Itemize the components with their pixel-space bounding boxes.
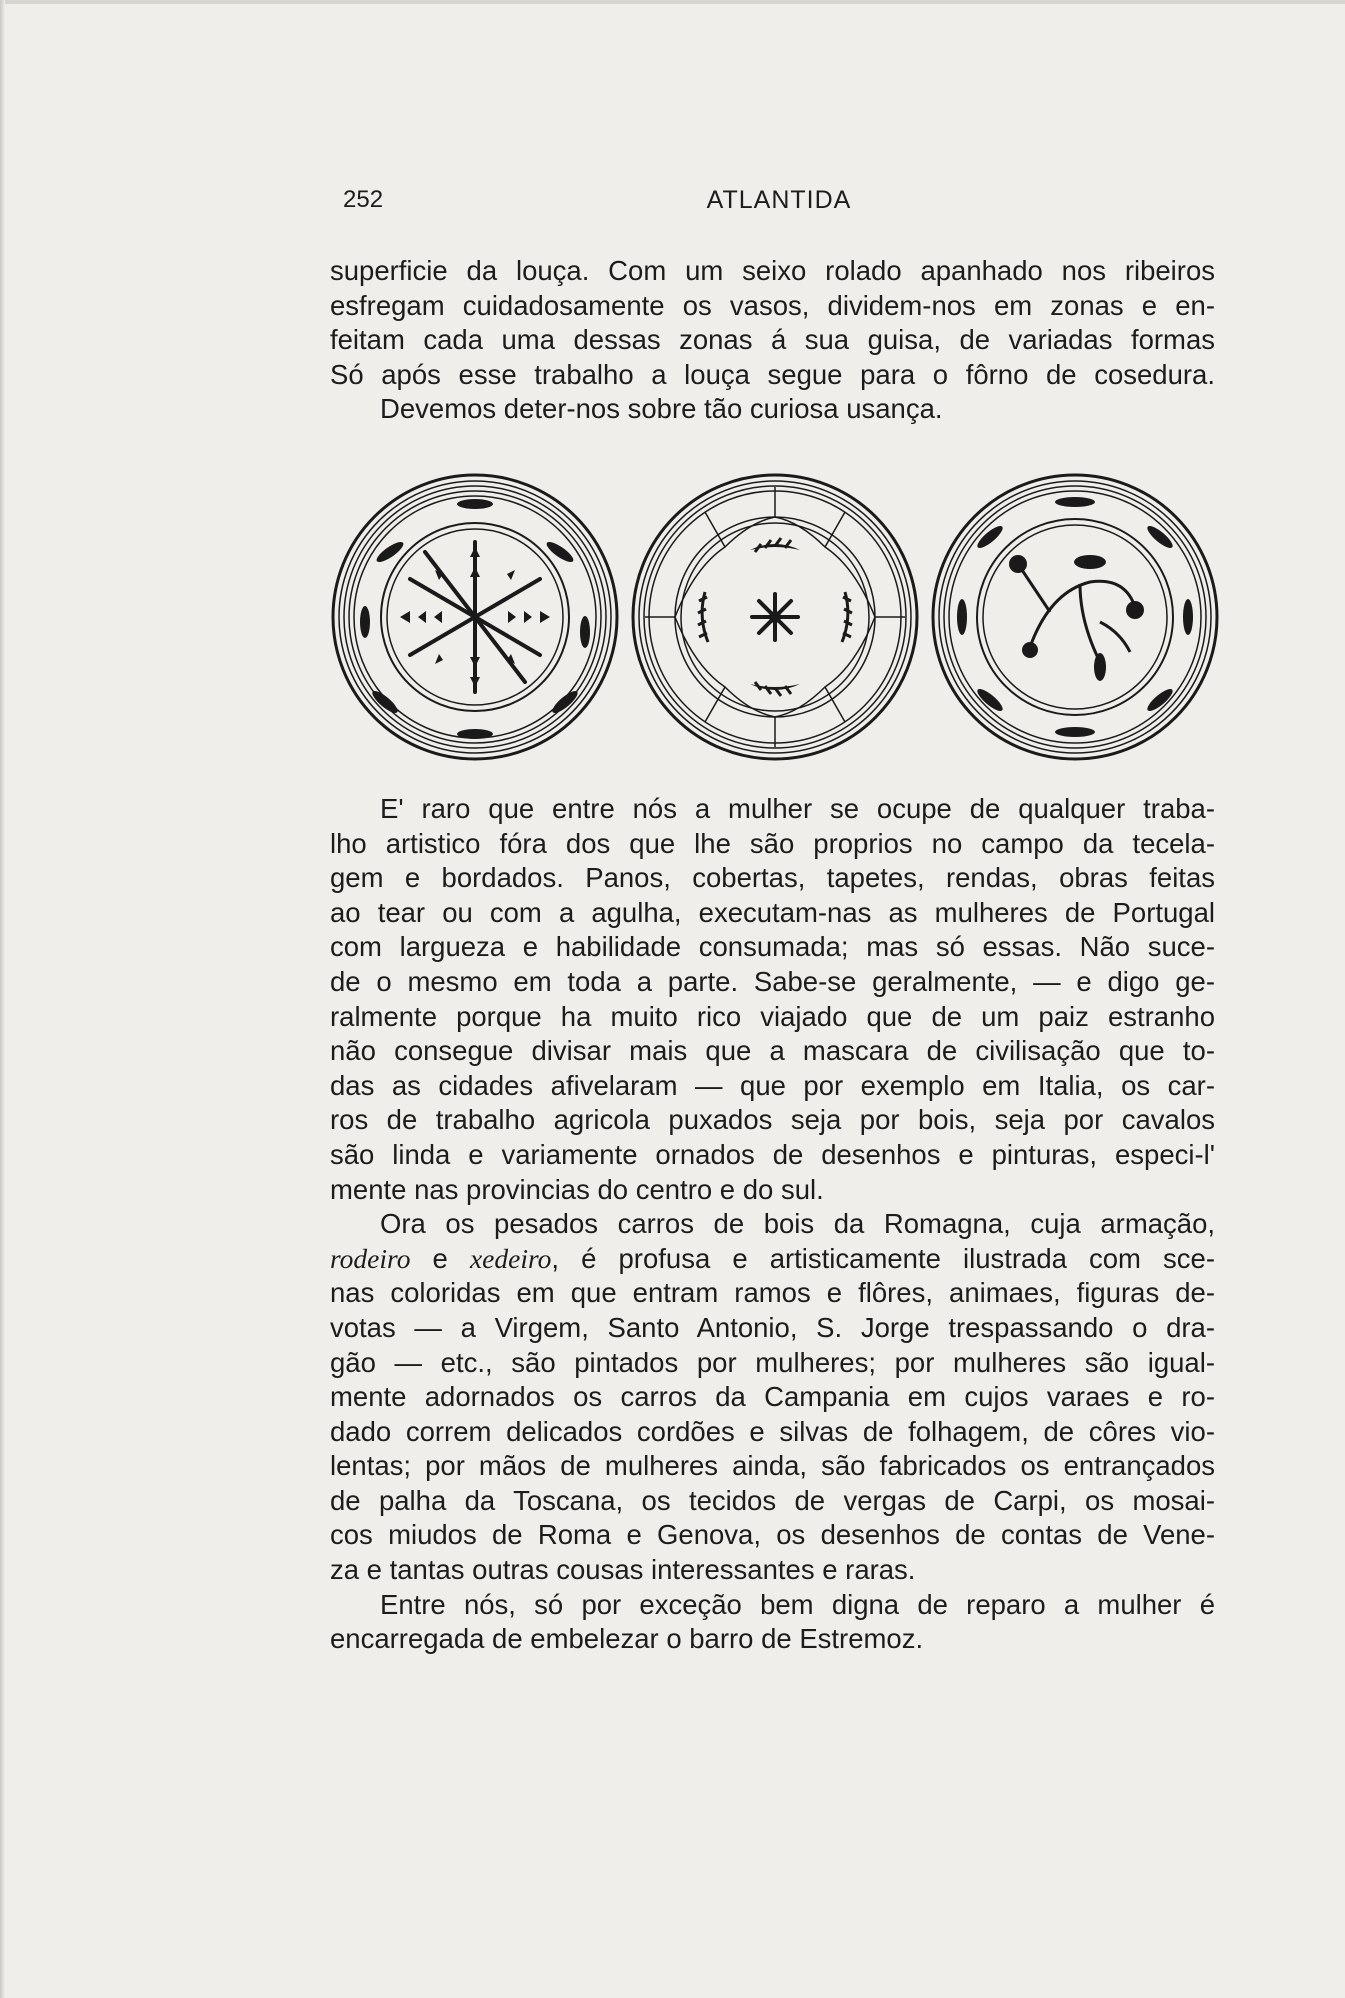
plates-illustration xyxy=(330,464,1220,764)
text-line: ralmente porque ha muito rico viajado que de um paiz estranho xyxy=(330,1000,1215,1032)
text-line: ros de trabalho agricola puxados seja por bois, seja por cavalos xyxy=(330,1104,1215,1136)
term-rodeiro: rodeiro xyxy=(330,1242,411,1274)
term-xedeiro: xedeiro xyxy=(469,1242,552,1274)
paragraph-top xyxy=(330,254,1215,427)
text-line: superficie da louça. Com um seixo rolado apanhado nos ribeiros xyxy=(330,255,1215,286)
text-line: gem e bordados. Panos, cobertas, tapetes, rendas, obras feitas xyxy=(330,862,1215,894)
text-line: cos miudos de Roma e Genova, os desenhos de contas de Vene- xyxy=(330,1519,1215,1551)
plate-floral-branch xyxy=(930,472,1220,762)
text-line: votas — a Virgem, Santo Antonio, S. Jorge trespassando o dra- xyxy=(330,1311,1215,1343)
text-line: feitam cada uma dessas zonas á sua guisa, de variadas formas xyxy=(330,324,1215,356)
text-line: E' raro que entre nós a mulher se ocupe de qualquer traba- xyxy=(380,793,1215,824)
text-line: esfregam cuidadosamente os vasos, dividem-nos em zonas e en- xyxy=(330,289,1215,321)
text-line: de o mesmo em toda a parte. Sabe-se geralmente, — e digo ge- xyxy=(330,965,1215,997)
text-line: mente adornados os carros da Campania em cujos varaes e ro- xyxy=(330,1381,1215,1413)
text-line: mente nas provincias do centro e do sul. xyxy=(330,1173,824,1205)
text-line: nas coloridas em que entram ramos e flôres, animaes, figuras de- xyxy=(330,1277,1215,1309)
text-line: Só após esse trabalho a louça segue para o fôrno de cosedura. xyxy=(330,358,1215,390)
text-line: Entre nós, só por exceção bem digna de reparo a mulher é xyxy=(380,1588,1215,1620)
plate-star-sprigs-drawing xyxy=(330,472,620,762)
text-line: das as cidades afivelaram — que por exemplo em Italia, os car- xyxy=(330,1069,1215,1101)
text-fragment: e xyxy=(410,1242,470,1274)
text-line: ao tear ou com a agulha, executam-nas as mulheres de Portugal xyxy=(330,896,1215,928)
running-head xyxy=(338,186,1220,220)
text-line: de palha da Toscana, os tecidos de vergas de Carpi, os mosai- xyxy=(330,1484,1215,1516)
text-line: Devemos deter-nos sobre tão curiosa usança. xyxy=(380,393,943,425)
running-title: ATLANTIDA xyxy=(706,186,852,214)
text-line-mixed xyxy=(330,1242,1215,1277)
text-line: dado correm delicados cordões e silvas de folhagem, de côres vio- xyxy=(330,1415,1215,1447)
plate-central-flower xyxy=(630,472,920,762)
text-line: encarregada de embelezar o barro de Estremoz. xyxy=(330,1623,924,1655)
text-line: com largueza e habilidade consumada; mas só essas. Não suce- xyxy=(330,931,1215,963)
text-fragment: , é profusa e artisticamente ilustrada com sce- xyxy=(551,1242,1215,1274)
text-line: não consegue divisar mais que a mascara de civilisação que to- xyxy=(330,1035,1215,1067)
page-number: 252 xyxy=(343,186,384,213)
plate-central-flower-drawing xyxy=(630,472,920,762)
plate-floral-branch-drawing xyxy=(930,472,1220,762)
text-line: gão — etc., são pintados por mulheres; por mulheres são igual- xyxy=(330,1346,1215,1378)
text-line: são linda e variamente ornados de desenhos e pinturas, especi-l' xyxy=(330,1138,1215,1170)
page-shadow xyxy=(0,0,5,1998)
page-edge xyxy=(0,0,1345,4)
text-line: Ora os pesados carros de bois da Romagna, cuja armação, xyxy=(380,1208,1215,1240)
plate-star-sprigs xyxy=(330,472,620,762)
text-line: lho artistico fóra dos que lhe são proprios no campo da tecela- xyxy=(330,827,1215,859)
paragraph-body xyxy=(330,792,1215,1657)
text-line: za e tantas outras cousas interessantes e raras. xyxy=(330,1554,916,1586)
text-line: lentas; por mãos de mulheres ainda, são fabricados os entrançados xyxy=(330,1450,1215,1482)
